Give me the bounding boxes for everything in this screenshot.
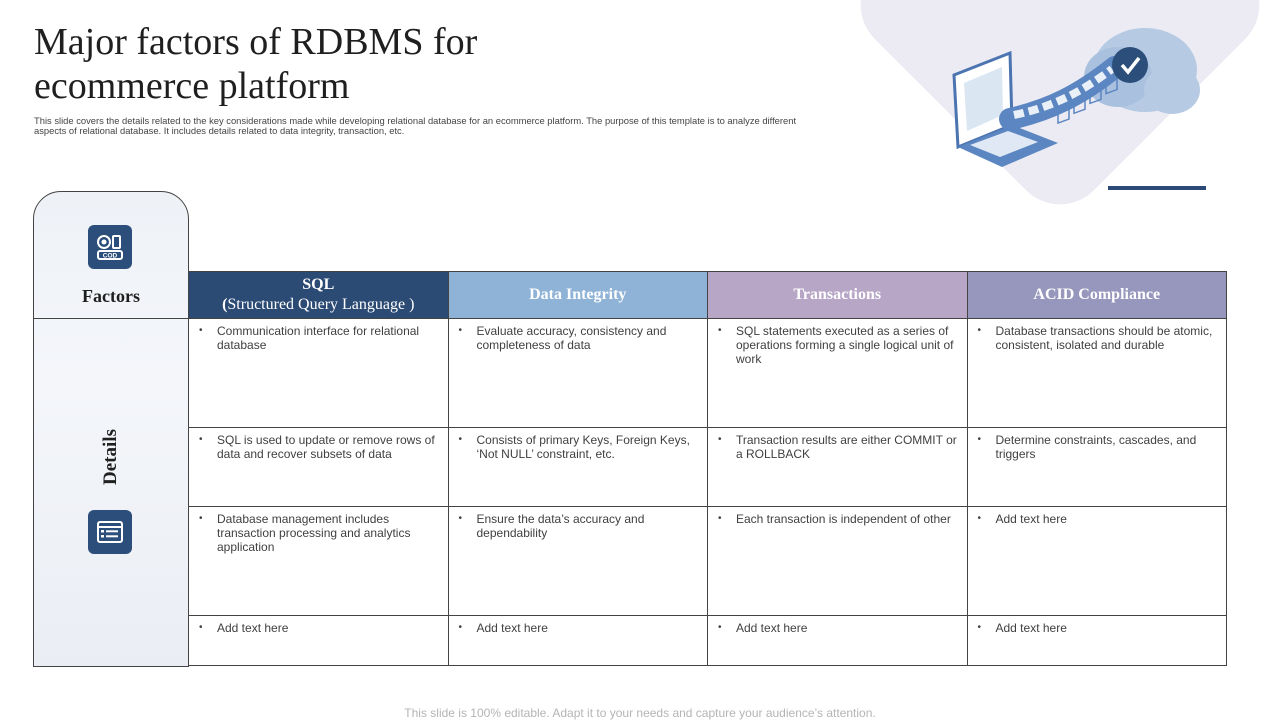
table-cell <box>708 507 968 616</box>
cell-text: Add text here <box>995 620 1067 635</box>
cell-text: Consists of primary Keys, Foreign Keys, ‘Not NULL’ constraint, etc. <box>476 432 690 461</box>
cell-text: SQL is used to update or remove rows of data and recover subsets of data <box>217 432 435 461</box>
details-label: Details <box>100 429 121 485</box>
table-cell <box>708 427 968 506</box>
table-header-row <box>189 272 1227 319</box>
cell-text: Each transaction is independent of other <box>736 512 951 527</box>
column-title: SQL <box>302 276 335 293</box>
bullet-icon: • <box>199 513 203 525</box>
cell-text: SQL statements executed as a series of operations forming a single logical unit of work <box>736 324 954 366</box>
page-subtitle: This slide covers the details related to the key considerations made while developing relational database for an ecommerce platform. The purpose of this template is to analyze different aspects of relational database. It includes details related to data integrity, transaction, etc. <box>34 115 797 136</box>
browser-list-icon <box>88 510 132 554</box>
factors-table <box>188 271 1227 666</box>
cell-text: Ensure the data’s accuracy and dependability <box>476 512 645 541</box>
bullet-icon: • <box>199 325 203 336</box>
column-header-sql <box>189 272 449 319</box>
table-cell <box>967 427 1227 506</box>
bullet-icon: • <box>458 621 463 633</box>
table-cell <box>448 427 708 506</box>
side-divider <box>34 318 188 319</box>
table-row <box>189 319 1227 428</box>
bullet-icon: • <box>458 513 463 525</box>
column-subtitle <box>195 295 442 315</box>
side-panel <box>33 191 189 667</box>
table-cell <box>708 615 968 665</box>
cell-text: Evaluate accuracy, consistency and completeness of data <box>476 324 667 352</box>
cell-text: Communication interface for relational database <box>217 324 420 352</box>
cell-text: Add text here <box>476 620 548 635</box>
cell-text: Add text here <box>995 512 1067 527</box>
column-subtitle-open: ( <box>222 296 228 313</box>
bullet-icon: • <box>977 621 982 633</box>
bullet-icon: • <box>458 325 463 336</box>
cell-text: Add text here <box>217 620 289 635</box>
table-row <box>189 427 1227 506</box>
column-header-transactions: Transactions <box>708 272 968 319</box>
table-cell <box>967 319 1227 428</box>
table-row <box>189 507 1227 616</box>
table-cell <box>967 615 1227 665</box>
bullet-icon: • <box>977 325 982 336</box>
footer-note: This slide is 100% editable. Adapt it to your needs and capture your audience’s attention. <box>404 706 876 720</box>
cell-text: Database management includes transaction processing and analytics application <box>217 512 411 555</box>
page-title: Major factors of RDBMS for ecommerce platform <box>34 21 478 107</box>
cell-text: Database transactions should be atomic, consistent, isolated and durable <box>995 324 1213 352</box>
bullet-icon: • <box>718 433 722 445</box>
column-header-acid-compliance: ACID Compliance <box>967 272 1227 319</box>
table-cell <box>448 507 708 616</box>
bullet-icon: • <box>718 513 722 525</box>
table-cell <box>448 319 708 428</box>
factors-label: Factors <box>82 286 140 306</box>
table-cell <box>708 319 968 428</box>
bullet-icon: • <box>199 621 203 633</box>
bullet-icon: • <box>977 433 982 445</box>
bullet-icon: • <box>977 513 982 525</box>
cod-payment-icon <box>88 225 132 269</box>
column-subtitle-text: Structured Query Language ) <box>227 296 415 313</box>
cell-text: Transaction results are either COMMIT or a ROLLBACK <box>736 432 957 461</box>
cell-text: Add text here <box>736 620 808 635</box>
table-cell <box>967 507 1227 616</box>
svg-text:COD: COD <box>102 252 118 260</box>
accent-bar <box>1108 186 1206 190</box>
table-cell <box>189 427 449 506</box>
bullet-icon: • <box>718 621 722 633</box>
table-row <box>189 615 1227 665</box>
cell-text: Determine constraints, cascades, and triggers <box>995 432 1197 461</box>
column-header-data-integrity: Data Integrity <box>448 272 708 319</box>
bullet-icon: • <box>718 325 722 336</box>
bullet-icon: • <box>199 433 203 445</box>
bullet-icon: • <box>458 433 463 445</box>
table-cell <box>189 507 449 616</box>
table-cell <box>189 615 449 665</box>
table-cell <box>189 319 449 428</box>
table-cell <box>448 615 708 665</box>
cloud-database-laptop-icon <box>940 15 1210 180</box>
